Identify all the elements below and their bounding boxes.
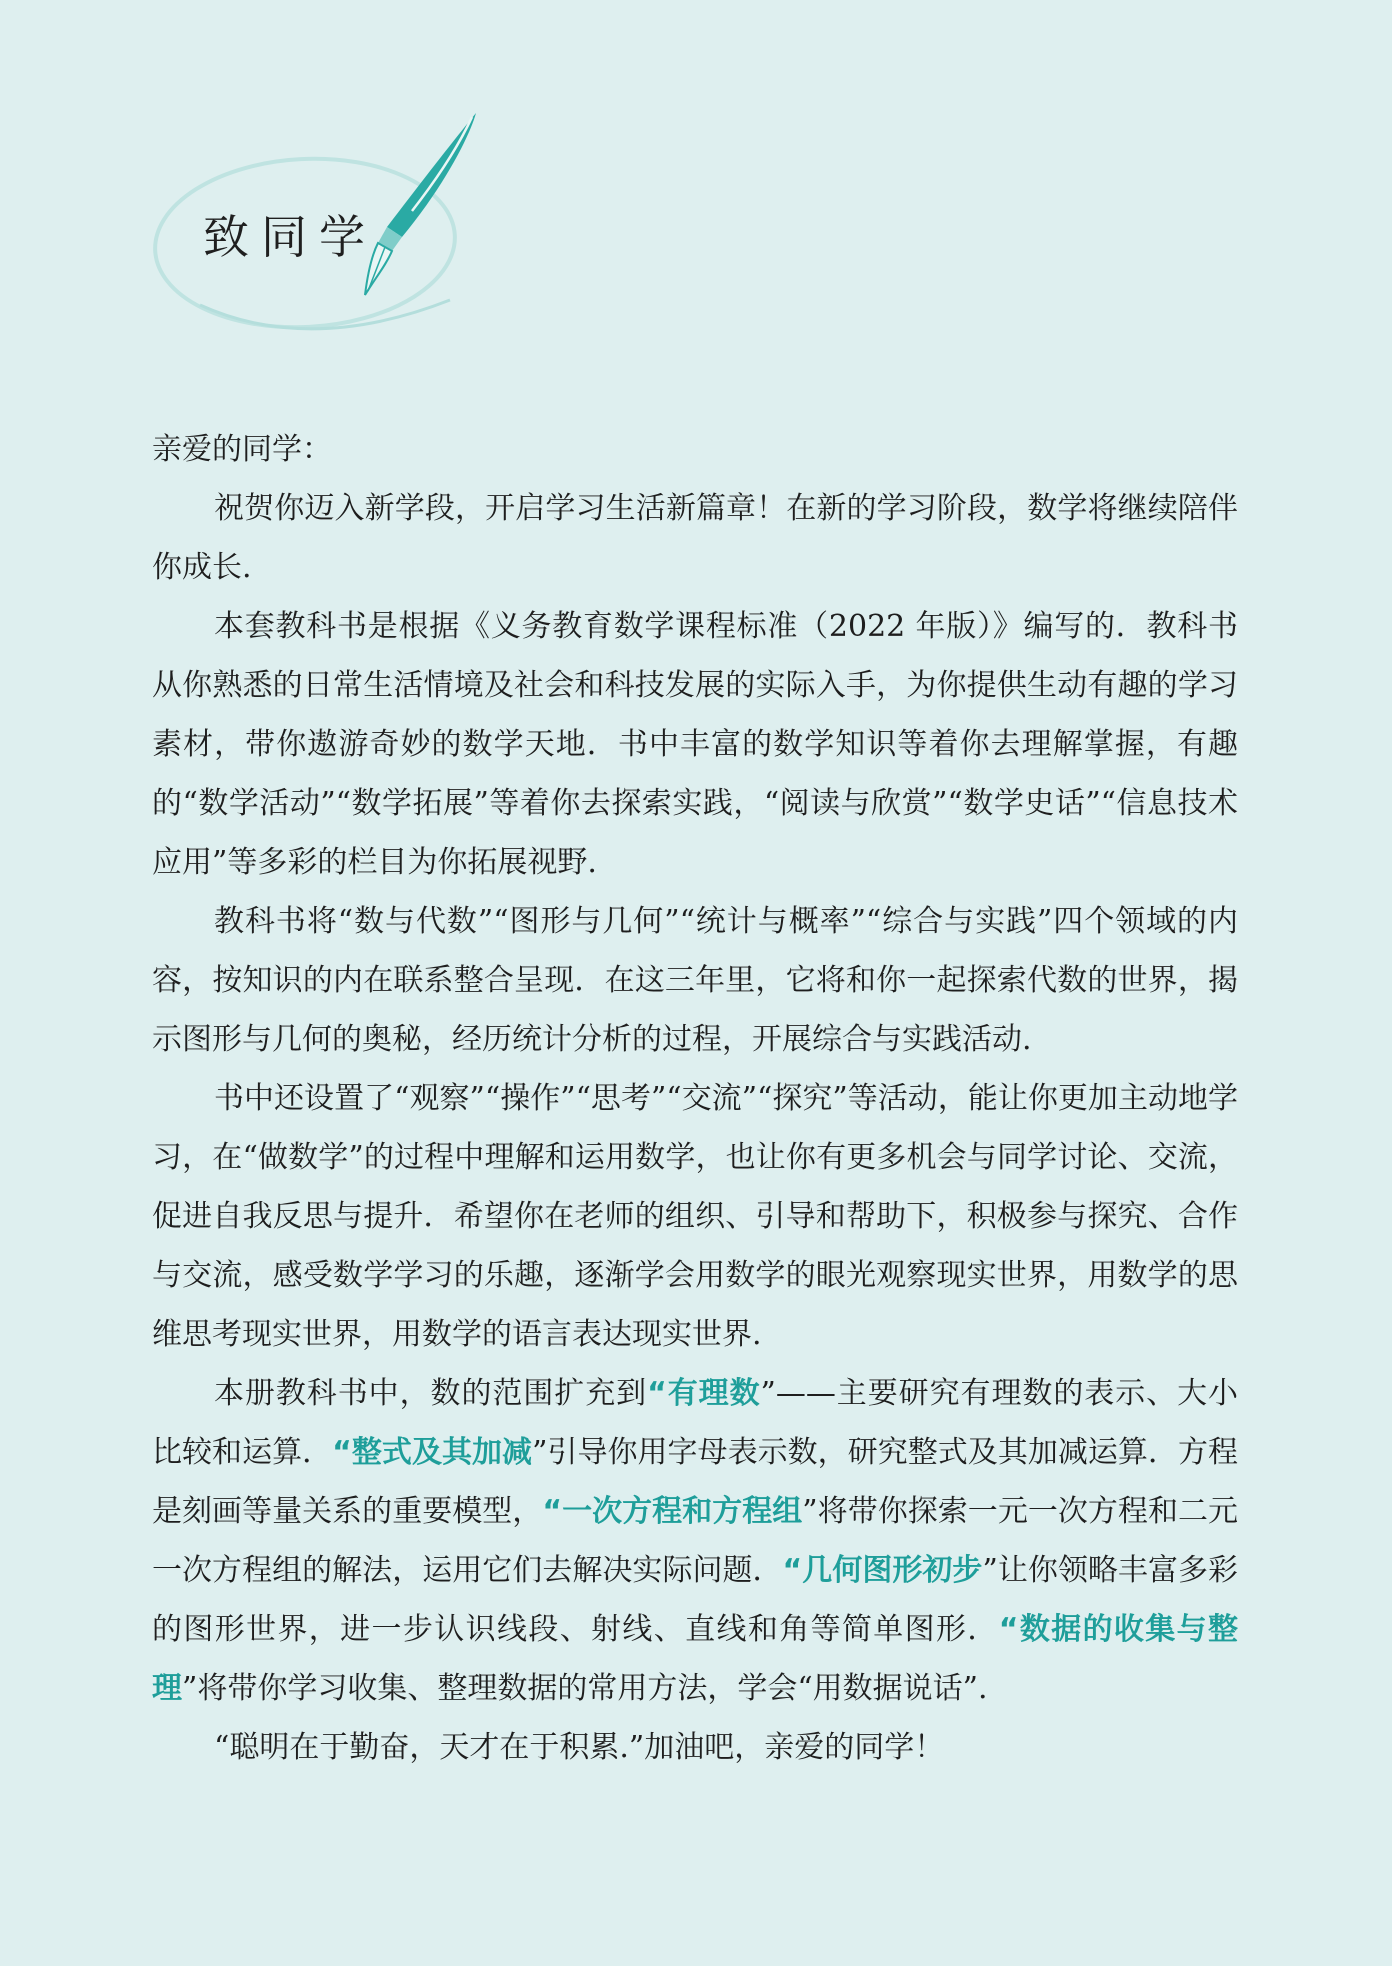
highlight-quote-open: “ <box>998 1612 1019 1647</box>
highlight-quote-open: “ <box>647 1376 667 1411</box>
highlight-linear-equations: 一次方程和方程组 <box>562 1494 803 1529</box>
text-segment: 让你领略丰富多彩的图形世界，进一步认识线段、射线、直线和角等简单图形． <box>152 1553 1239 1647</box>
highlight-geometry-basics: 几何图形初步 <box>802 1553 983 1588</box>
text-segment: 将带你学习收集、整理数据的常用方法，学会“用数据说话”. <box>197 1671 988 1706</box>
letter-body <box>152 420 1238 1777</box>
quote-close: ” <box>760 1376 776 1411</box>
highlight-quote-open: “ <box>782 1553 803 1588</box>
highlight-data-collection: 数据的收集与整理 <box>152 1612 1239 1706</box>
paragraph-4: 书中还设置了“观察”“操作”“思考”“交流”“探究”等活动，能让你更加主动地学习，在“做数学”的过程中理解和运用数学，也让你有更多机会与同学讨论、交流，促进自我反思与提升．希望你在老师的组织、引导和帮助下，积极参与探究、合作与交流，感受数学学习的乐趣，逐渐学会用数学的眼光观察现实世界，用数学的思维思考现实世界，用数学的语言表达现实世界. <box>152 1081 1238 1352</box>
paragraph-6: “聪明在于勤奋，天才在于积累.”加油吧，亲爱的同学！ <box>214 1730 945 1765</box>
quote-close: ” <box>532 1435 548 1470</box>
highlight-rational-numbers: 有理数 <box>666 1376 761 1411</box>
text-segment: 引导你用字母表示数，研究整式及其加减运算．方程是刻画等量关系的重要模型， <box>152 1435 1239 1529</box>
quote-close: ” <box>802 1494 818 1529</box>
text-segment: ——主要研究有理数的表示、大小比较和运算． <box>152 1376 1239 1470</box>
paragraph-1: 祝贺你迈入新学段，开启学习生活新篇章！在新的学习阶段，数学将继续陪伴你成长. <box>152 491 1238 585</box>
highlight-quote-open: “ <box>332 1435 352 1470</box>
highlight-quote-open: “ <box>542 1494 563 1529</box>
quote-close: ” <box>982 1553 998 1588</box>
text-segment: 本册教科书中，数的范围扩充到 <box>214 1376 648 1411</box>
fountain-pen-icon <box>365 113 476 295</box>
paragraph-3: 教科书将“数与代数”“图形与几何”“统计与概率”“综合与实践”四个领域的内容，按知识的内在联系整合呈现．在这三年里，它将和你一起探索代数的世界，揭示图形与几何的奥秘，经历统计分析的过程，开展综合与实践活动. <box>152 904 1238 1057</box>
page-title: 致同学 <box>203 210 377 264</box>
salutation: 亲爱的同学： <box>152 432 332 467</box>
quote-close: ” <box>182 1671 198 1706</box>
highlight-polynomials: 整式及其加减 <box>351 1435 533 1470</box>
paragraph-2: 本套教科书是根据《义务教育数学课程标准（2022 年版）》编写的．教科书从你熟悉的日常生活情境及社会和科技发展的实际入手，为你提供生动有趣的学习素材，带你遨游奇妙的数学天地．书中丰富的数学知识等着你去理解掌握，有趣的“数学活动”“数学拓展”等着你去探索实践，“阅读与欣赏”“数学史话”“信息技术应用”等多彩的栏目为你拓展视野. <box>152 609 1238 880</box>
text-segment: 将带你探索一元一次方程和二元一次方程组的解法，运用它们去解决实际问题． <box>152 1494 1239 1588</box>
paragraph-5 <box>152 1364 1238 1718</box>
